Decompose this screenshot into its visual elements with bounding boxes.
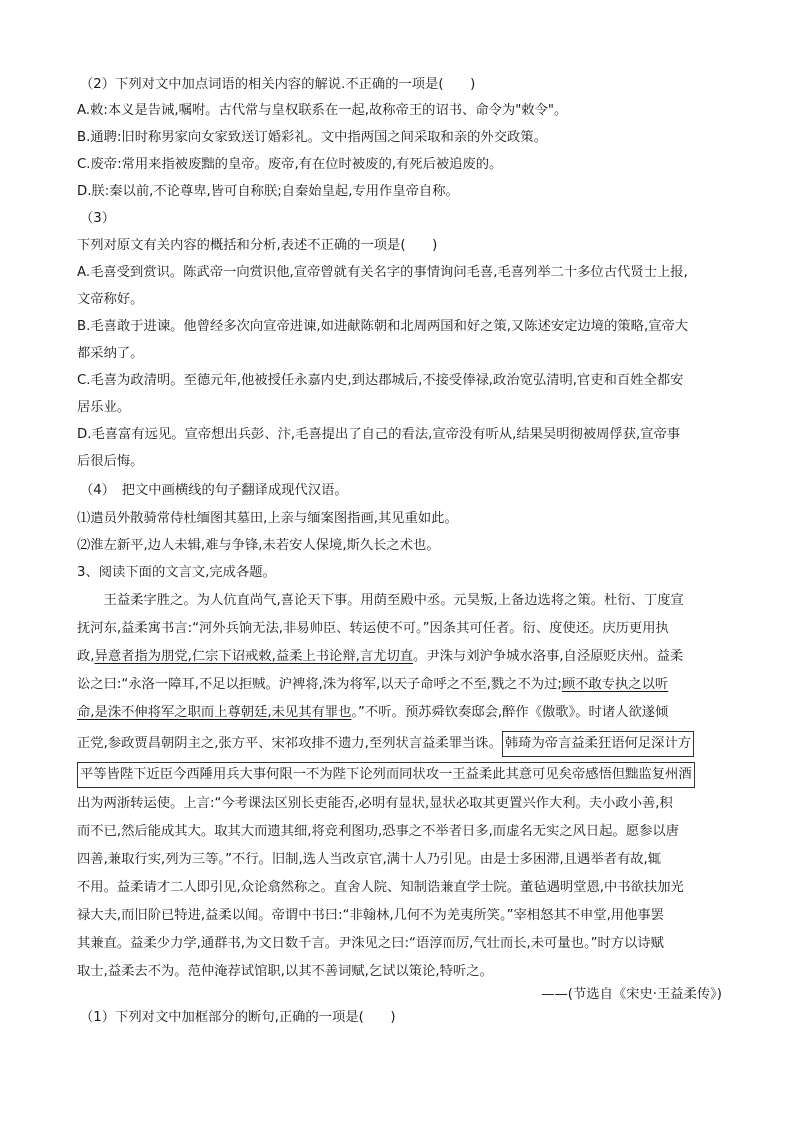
passage-text: 正党,参政贾昌朝阴主之,张方平、宋祁攻排不遗力,至列状言益柔罪当诛。: [77, 736, 502, 751]
question-3-option-c-line1: C.毛喜为政清明。至德元年,他被授任永嘉内史,到达郡城后,不接受俸禄,政治宽弘清明,官吏和百姓全都安: [77, 373, 684, 388]
underlined-sentence-2-part2: 命,是洙不伸将军之职而上尊朝廷,未见其有罪也: [77, 705, 352, 720]
passage-line: 王益柔字胜之。为人伉直尚气,喜论天下事。用荫至殿中丞。元昊叛,上备边选将之策。杜衍、丁度宣: [77, 593, 684, 608]
question-3-option-b-line2: 都采纳了。: [77, 346, 144, 361]
passage-line: 禄大夫,而旧阶已特进,益柔以闻。帝谓中书曰:“非翰林,几何不为羌夷所笑。”宰相怒其不申堂,用他事罢: [77, 908, 664, 923]
passage-line: [77, 675, 668, 695]
passage-line: [77, 647, 683, 667]
question-4-sentence-2: ⑵淮左新平,边人未辑,难与争锋,未若安人保境,斯久长之术也。: [77, 538, 440, 553]
underlined-sentence-2-part1: 顾不敢专执之以听: [561, 677, 669, 692]
passage-line: 其兼直。益柔少力学,通群书,为文日数千言。尹洙见之曰:“语淳而厉,气壮而长,未可量也。”时方以诗赋: [77, 936, 664, 951]
boxed-text-part1: 韩琦为帝言益柔狂语何足深计方: [502, 731, 694, 757]
question-3-option-d-line2: 后很后悔。: [77, 454, 144, 469]
underlined-sentence-1: 异意者指为朋党,仁宗下诏戒敕,益柔上书论辩,言尤切直: [94, 649, 414, 664]
passage-source: ——(节选自《宋史·王益柔传》): [541, 987, 722, 1002]
passage-line: 取士,益柔去不为。范仲淹荐试馆职,以其不善词赋,乞试以策论,特听之。: [77, 964, 493, 979]
question-4-stem: （4） 把文中画横线的句子翻译成现代汉语。: [80, 483, 348, 498]
passage-line: 抚河东,益柔寓书言:“河外兵饷无法,非易帅臣、转运使不可。”因条其可任者。衍、度使还。庆历更用执: [77, 621, 669, 636]
question-3-stem: 下列对原文有关内容的概括和分析,表述不正确的一项是( ): [77, 238, 438, 253]
passage-line: 不用。益柔请才二人即引见,众论翕然称之。直舍人院、知制诰兼直学士院。董毡遇明堂恩,中书欲扶加光: [77, 880, 684, 895]
question-3-number: （3）: [80, 211, 116, 226]
passage-line: 四善,兼取行实,列为三等。”不行。旧制,选人当改京官,满十人乃引见。由是士多困滞,且遇举者有故,辄: [77, 852, 662, 867]
section-3-heading: 3、阅读下面的文言文,完成各题。: [77, 565, 276, 580]
passage-line: 而不已,然后能成其大。取其大而遗其细,将竞利图功,恐事之不举者日多,而虚名无实之风日起。愿参以唐: [77, 824, 679, 839]
question-3-option-a-line1: A.毛喜受到赏识。陈武帝一向赏识他,宣帝曾就有关名字的事情询问毛喜,毛喜列举二十多位古代贤士上报,: [77, 265, 688, 280]
passage-text: 。”不听。预苏舜钦奏邸会,醉作《傲歌》。时诸人欲遂倾: [351, 705, 669, 720]
question-2-option-c: C.废帝:常用来指被废黜的皇帝。废帝,有在位时被废的,有死后被追废的。: [77, 157, 503, 172]
boxed-text-part2: 平等皆陛下近臣今西陲用兵大事何限一不为陛下论列而同状攻一王益柔此其意可见矣帝感悟但黜监复州酒: [77, 762, 695, 788]
passage-line: [77, 703, 668, 723]
question-2-option-d: D.朕:秦以前,不论尊卑,皆可自称朕;自秦始皇起,专用作皇帝自称。: [77, 184, 459, 199]
question-2-option-a: A.敕:本义是告诫,嘱咐。古代常与皇权联系在一起,故称帝王的诏书、命令为"敕令"。: [77, 103, 568, 118]
passage-text: 。尹洙与刘沪争城水洛事,自泾原贬庆州。益柔: [413, 649, 684, 664]
question-2-option-b: B.通聘:旧时称男家向女家致送订婚彩礼。文中指两国之间采取和亲的外交政策。: [77, 130, 547, 145]
passage-text: 政,: [77, 649, 95, 664]
question-2-stem: （2）下列对文中加点词语的相关内容的解说.不正确的一项是( ): [80, 77, 476, 92]
passage-line: [77, 762, 695, 788]
question-3-option-d-line1: D.毛喜富有远见。宣帝想出兵彭、汴,毛喜提出了自己的看法,宣帝没有听从,结果吴明彻被周俘获,宣帝事: [77, 427, 681, 442]
question-3-option-b-line1: B.毛喜敢于进谏。他曾经多次向宣帝进谏,如进献陈朝和北周两国和好之策,又陈述安定边境的策略,宣帝大: [77, 319, 689, 334]
question-3-option-c-line2: 居乐业。: [77, 400, 131, 415]
question-1-stem: （1）下列对文中加框部分的断句,正确的一项是( ): [80, 1010, 396, 1025]
passage-line: 出为两浙转运使。上言:“今考课法区别长吏能否,必明有显状,显状必取其更置兴作大利。夫小政小善,积: [77, 796, 673, 811]
question-3-option-a-line2: 文帝称好。: [77, 292, 144, 307]
passage-text: 讼之曰:“永洛一障耳,不足以拒贼。沪裨将,洙为将军,以天子命呼之不至,戮之不为过;: [77, 677, 562, 692]
question-4-sentence-1: ⑴遣员外散骑常侍杜缅图其墓田,上亲与缅案图指画,其见重如此。: [77, 511, 458, 526]
passage-line: [77, 731, 694, 757]
